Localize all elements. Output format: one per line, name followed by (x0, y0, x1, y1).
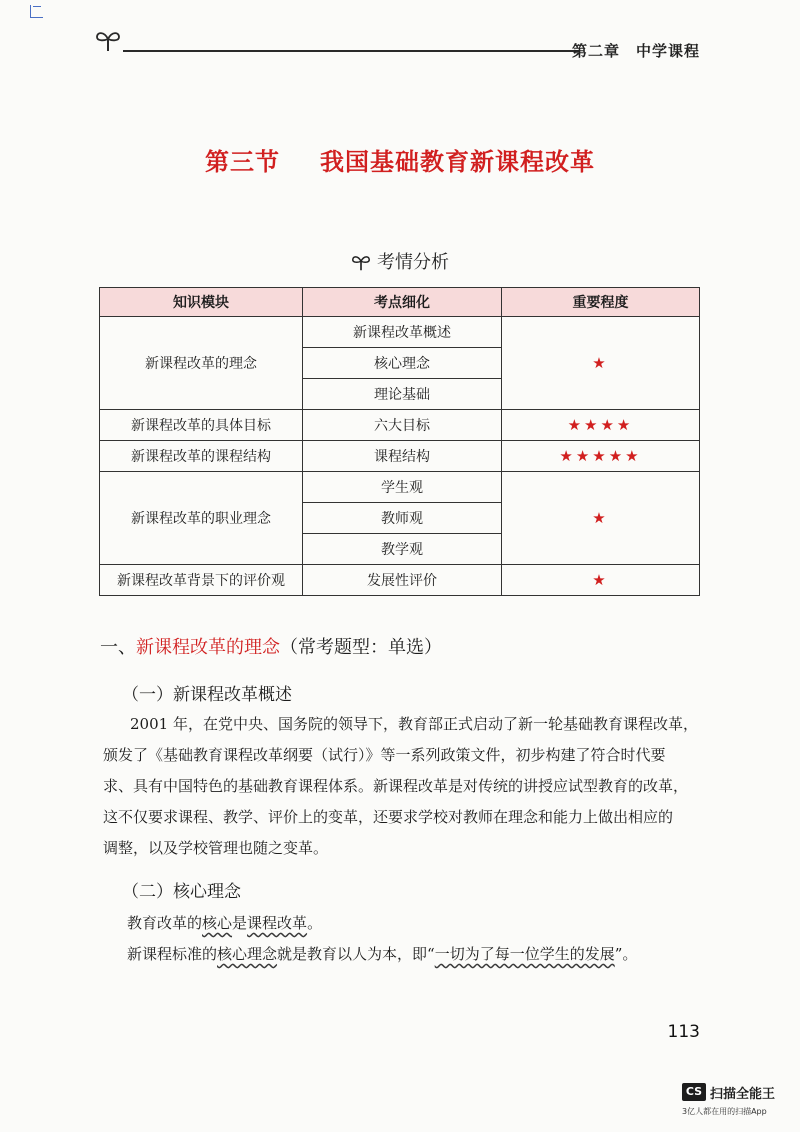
table-row (100, 317, 700, 348)
module-cell: 新课程改革背景下的评价观 (100, 565, 303, 596)
heading-level-1 (100, 633, 442, 659)
importance-cell (502, 317, 700, 410)
star-rating: ★ (592, 571, 609, 589)
star-rating: ★★★★★ (559, 447, 642, 465)
page-number: 113 (667, 1022, 700, 1042)
subheading-overview: （一）新课程改革概述 (122, 685, 292, 705)
module-cell: 新课程改革的职业理念 (100, 472, 303, 565)
table-row (100, 565, 700, 596)
scanner-app-name: 扫描全能王 (710, 1087, 776, 1102)
point-cell: 六大目标 (303, 410, 502, 441)
header-rule (123, 50, 580, 52)
importance-cell (502, 565, 700, 596)
core-idea-line-2 (127, 939, 727, 970)
text-run: 新课程标准的 (127, 945, 218, 963)
page-header (95, 28, 700, 58)
column-header-importance: 重要程度 (502, 288, 700, 317)
scanner-slogan: 3亿人都在用的扫描App (682, 1107, 767, 1116)
paragraph-line: 2001 年，在党中央、国务院的领导下，教育部正式启动了新一轮基础教育课程改革， (130, 715, 698, 733)
paragraph-line: 颁发了《基础教育课程改革纲要（试行）》等一系列政策文件，初步构建了符合时代要 (103, 746, 666, 764)
text-run: ”。 (614, 945, 638, 963)
importance-cell (502, 410, 700, 441)
section-heading: 我国基础教育新课程改革 (320, 148, 595, 176)
module-cell: 新课程改革的课程结构 (100, 441, 303, 472)
paragraph-line: 这不仅要求课程、教学、评价上的变革，还要求学校对教师在理念和能力上做出相应的 (103, 808, 674, 826)
exam-analysis-table (99, 287, 700, 596)
chapter-label: 第二章 中学课程 (571, 42, 700, 60)
analysis-title: 考情分析 (377, 252, 449, 273)
paragraph-line: 求、具有中国特色的基础教育课程体系。新课程改革是对传统的讲授应试型教育的改革， (103, 777, 689, 795)
table-row (100, 410, 700, 441)
point-cell: 教学观 (303, 534, 502, 565)
paragraph-line: 调整，以及学校管理也随之变革。 (103, 839, 329, 857)
scanner-watermark (682, 1083, 792, 1123)
highlighted-term: 核心理念 (217, 945, 278, 963)
text-run: 教育改革的 (127, 914, 203, 932)
module-cell: 新课程改革的具体目标 (100, 410, 303, 441)
point-cell: 新课程改革概述 (303, 317, 502, 348)
core-idea-line-1 (127, 908, 727, 939)
scan-corner-mark (30, 5, 43, 18)
sprout-icon (95, 28, 121, 52)
heading-topic: 新课程改革的理念 (136, 637, 280, 658)
table-row (100, 441, 700, 472)
column-header-points: 考点细化 (303, 288, 502, 317)
importance-cell (502, 472, 700, 565)
star-rating: ★ (592, 354, 609, 372)
text-run: 。 (307, 914, 323, 932)
sprout-icon (351, 253, 371, 271)
table-row (100, 472, 700, 503)
text-run: 是 (232, 914, 248, 932)
subheading-core-idea: （二）核心理念 (122, 882, 241, 902)
core-idea-paragraph (127, 908, 727, 970)
column-header-module: 知识模块 (100, 288, 303, 317)
highlighted-term: 课程改革 (247, 914, 308, 932)
analysis-heading (0, 248, 800, 274)
text-run: 就是教育以人为本，即“ (277, 945, 435, 963)
table-header-row (100, 288, 700, 317)
point-cell: 发展性评价 (303, 565, 502, 596)
heading-prefix: 一、 (100, 637, 136, 658)
point-cell: 学生观 (303, 472, 502, 503)
module-cell: 新课程改革的理念 (100, 317, 303, 410)
importance-cell (502, 441, 700, 472)
star-rating: ★ (592, 509, 609, 527)
section-number: 第三节 (205, 148, 280, 176)
highlighted-term: 一切为了每一位学生的发展 (434, 945, 615, 963)
heading-note: （常考题型：单选） (280, 637, 442, 658)
scanner-logo-icon: CS (682, 1083, 706, 1101)
highlighted-term: 核心 (202, 914, 233, 932)
point-cell: 理论基础 (303, 379, 502, 410)
star-rating: ★★★★ (567, 416, 634, 434)
point-cell: 核心理念 (303, 348, 502, 379)
point-cell: 课程结构 (303, 441, 502, 472)
section-title (0, 142, 800, 177)
overview-paragraph (103, 709, 703, 864)
point-cell: 教师观 (303, 503, 502, 534)
